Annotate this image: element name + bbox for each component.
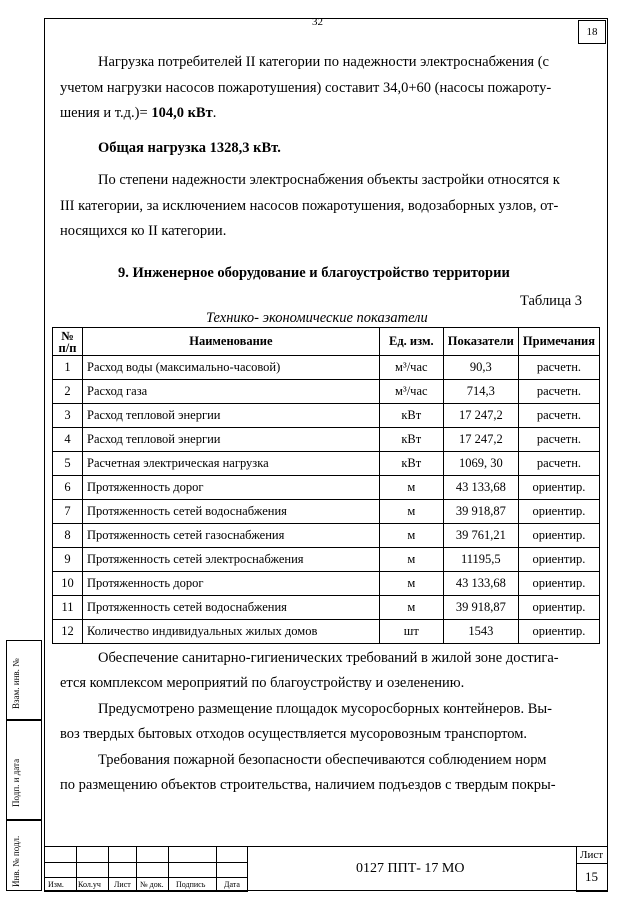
row-note: расчетн. xyxy=(518,404,599,428)
after2-line1: Предусмотрено размещение площадок мусоросборных контейнеров. Вы- xyxy=(98,701,552,717)
after3-line2: по размещению объектов строительства, наличием подъездов с твердым покры- xyxy=(60,777,556,793)
sheet-label: Лист xyxy=(580,849,604,861)
row-name: Расход воды (максимально-часовой) xyxy=(83,356,380,380)
stamp-col-kolvo: Кол.уч xyxy=(78,880,101,889)
para1-line3 xyxy=(60,101,216,125)
row-value: 43 133,68 xyxy=(443,476,518,500)
top-page-number: 32 xyxy=(312,16,323,28)
row-value: 714,3 xyxy=(443,380,518,404)
stamp-v2 xyxy=(108,847,109,892)
row-number: 7 xyxy=(53,500,83,524)
row-value: 39 761,21 xyxy=(443,524,518,548)
table-header-row xyxy=(53,328,600,356)
table-row xyxy=(53,596,600,620)
row-name: Количество индивидуальных жилых домов xyxy=(83,620,380,644)
para1-line3c: . xyxy=(212,105,217,121)
para1-line2: учетом нагрузки насосов пожаротушения) составит 34,0+60 (насосы пожароту- xyxy=(60,80,552,96)
table-row xyxy=(53,500,600,524)
title-block xyxy=(44,846,608,892)
row-note: ориентир. xyxy=(518,548,599,572)
row-note: расчетн. xyxy=(518,380,599,404)
row-number: 9 xyxy=(53,548,83,572)
table-row xyxy=(53,548,600,572)
after2-line2: воз твердых бытовых отходов осуществляется мусоровозным транспортом. xyxy=(60,726,528,742)
stamp-v4 xyxy=(168,847,169,892)
stamp-line1 xyxy=(44,862,248,863)
row-value: 17 247,2 xyxy=(443,428,518,452)
corner-number-box xyxy=(578,20,606,44)
row-name: Протяженность сетей газоснабжения xyxy=(83,524,380,548)
row-note: ориентир. xyxy=(518,524,599,548)
row-number: 6 xyxy=(53,476,83,500)
side-inv-box xyxy=(6,820,42,891)
document-code: 0127 ППТ- 17 МО xyxy=(356,861,465,876)
row-number: 8 xyxy=(53,524,83,548)
row-value: 43 133,68 xyxy=(443,572,518,596)
row-note: расчетн. xyxy=(518,452,599,476)
row-name: Расчетная электрическая нагрузка xyxy=(83,452,380,476)
row-number: 1 xyxy=(53,356,83,380)
row-note: ориентир. xyxy=(518,500,599,524)
side-podp-box xyxy=(6,720,42,820)
table-row xyxy=(53,524,600,548)
section-title: 9. Инженерное оборудование и благоустройство территории xyxy=(118,265,510,281)
row-note: ориентир. xyxy=(518,620,599,644)
row-unit: м xyxy=(379,548,443,572)
stamp-v5 xyxy=(216,847,217,892)
header-note: Примечания xyxy=(518,328,599,356)
row-unit: м xyxy=(379,476,443,500)
row-number: 5 xyxy=(53,452,83,476)
after1-line2: ется комплексом мероприятий по благоустройству и озеленению. xyxy=(60,675,465,691)
side-vzam-label: Взам. инв. № xyxy=(11,658,21,709)
row-name: Расход тепловой энергии xyxy=(83,404,380,428)
stamp-col-list: Лист xyxy=(114,880,131,889)
para1-line3a: шения и т.д.)= xyxy=(60,105,152,121)
row-unit: м xyxy=(379,596,443,620)
tech-econ-table xyxy=(52,327,600,644)
row-name: Расход газа xyxy=(83,380,380,404)
header-number-line2: п/п xyxy=(58,340,77,355)
row-number: 11 xyxy=(53,596,83,620)
row-unit: м xyxy=(379,500,443,524)
para2-line2: III категории, за исключением насосов пожаротушения, водозаборных узлов, от- xyxy=(60,198,559,214)
row-unit: м xyxy=(379,524,443,548)
stamp-col-ndok: № док. xyxy=(140,880,164,889)
row-name: Протяженность сетей электроснабжения xyxy=(83,548,380,572)
para1-line1: Нагрузка потребителей II категории по надежности электроснабжения (с xyxy=(98,54,549,70)
row-value: 1069, 30 xyxy=(443,452,518,476)
header-number xyxy=(53,328,83,356)
table-row xyxy=(53,380,600,404)
side-inv-label: Инв. № подл. xyxy=(11,835,21,887)
row-unit: шт xyxy=(379,620,443,644)
sheet-divider xyxy=(576,863,608,864)
row-value: 11195,5 xyxy=(443,548,518,572)
row-unit: кВт xyxy=(379,404,443,428)
row-value: 17 247,2 xyxy=(443,404,518,428)
row-unit: м xyxy=(379,572,443,596)
row-unit: кВт xyxy=(379,452,443,476)
table-label: Таблица 3 xyxy=(520,293,583,309)
corner-number: 18 xyxy=(586,26,598,38)
stamp-v3 xyxy=(136,847,137,892)
header-number-line1: № xyxy=(61,328,74,343)
row-name: Протяженность дорог xyxy=(83,572,380,596)
header-name: Наименование xyxy=(83,328,380,356)
stamp-v1 xyxy=(76,847,77,892)
row-number: 10 xyxy=(53,572,83,596)
row-name: Расход тепловой энергии xyxy=(83,428,380,452)
table-row xyxy=(53,572,600,596)
side-podp-label: Подп. и дата xyxy=(11,758,21,807)
row-number: 3 xyxy=(53,404,83,428)
table-row xyxy=(53,620,600,644)
row-number: 4 xyxy=(53,428,83,452)
row-unit: м³/час xyxy=(379,380,443,404)
para2-line3: носящихся ко II категории. xyxy=(60,223,227,239)
after3-line1: Требования пожарной безопасности обеспечиваются соблюдением норм xyxy=(98,752,547,768)
side-vzam-box xyxy=(6,640,42,720)
para2-line1: По степени надежности электроснабжения объекты застройки относятся к xyxy=(98,172,560,188)
table-row xyxy=(53,404,600,428)
para1-bold-value: 104,0 кВт xyxy=(151,105,213,121)
table-row xyxy=(53,356,600,380)
sheet-number: 15 xyxy=(585,869,598,884)
row-note: расчетн. xyxy=(518,428,599,452)
row-name: Протяженность сетей водоснабжения xyxy=(83,596,380,620)
header-unit: Ед. изм. xyxy=(379,328,443,356)
table-row xyxy=(53,428,600,452)
table-row xyxy=(53,476,600,500)
row-unit: м³/час xyxy=(379,356,443,380)
after1-line1: Обеспечение санитарно-гигиенических требований в жилой зоне достига- xyxy=(98,650,559,666)
row-number: 12 xyxy=(53,620,83,644)
row-note: ориентир. xyxy=(518,572,599,596)
row-name: Протяженность дорог xyxy=(83,476,380,500)
row-note: ориентир. xyxy=(518,596,599,620)
row-number: 2 xyxy=(53,380,83,404)
header-value: Показатели xyxy=(443,328,518,356)
row-value: 39 918,87 xyxy=(443,596,518,620)
row-unit: кВт xyxy=(379,428,443,452)
stamp-line2 xyxy=(44,877,248,878)
stamp-col-data: Дата xyxy=(224,880,240,889)
total-load: Общая нагрузка 1328,3 кВт. xyxy=(98,140,281,156)
table-caption: Технико- экономические показатели xyxy=(206,310,428,326)
table-row xyxy=(53,452,600,476)
stamp-col-izm: Изм. xyxy=(48,880,64,889)
stamp-col-podpis: Подпись xyxy=(176,880,206,889)
row-note: расчетн. xyxy=(518,356,599,380)
row-note: ориентир. xyxy=(518,476,599,500)
row-value: 1543 xyxy=(443,620,518,644)
row-value: 90,3 xyxy=(443,356,518,380)
row-value: 39 918,87 xyxy=(443,500,518,524)
row-name: Протяженность сетей водоснабжения xyxy=(83,500,380,524)
